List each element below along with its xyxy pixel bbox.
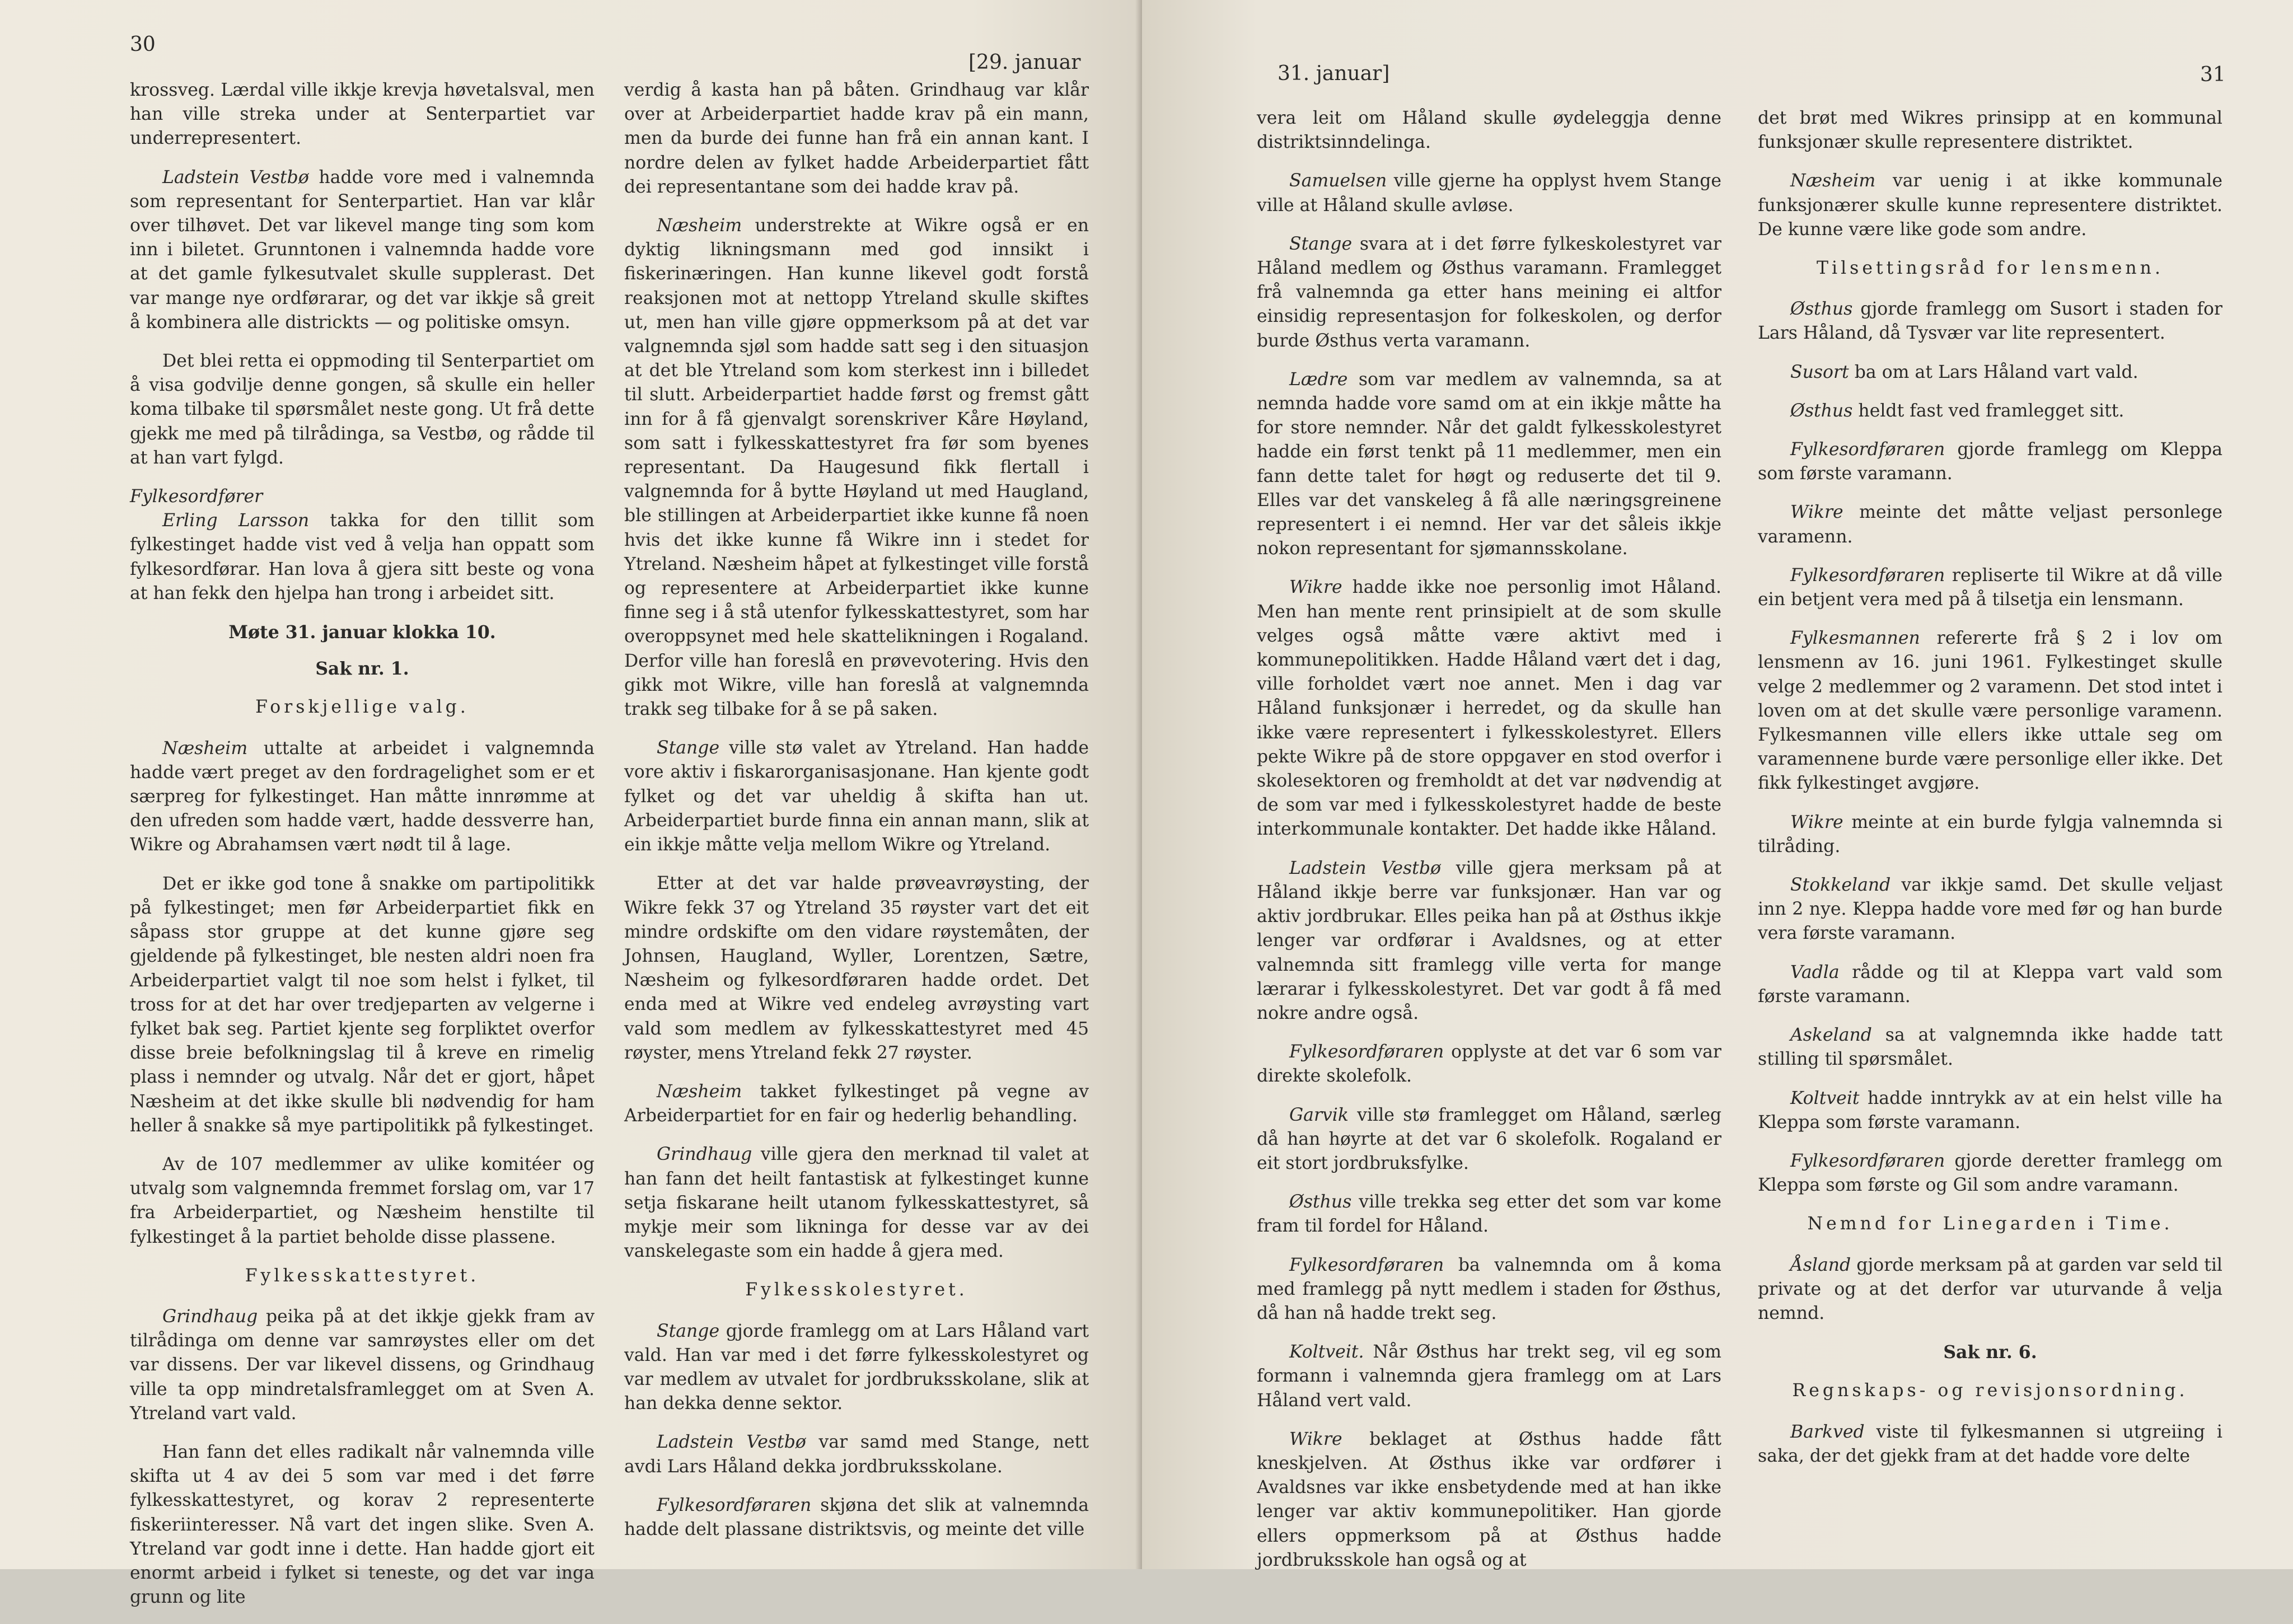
text-column [1758, 106, 2222, 1483]
bold-heading [1758, 1340, 2222, 1364]
speaker-name: Stokkeland [1790, 875, 1891, 896]
paragraph [1257, 1340, 1721, 1413]
paragraph-text: ville gjerne ha opplyst hvem Stange ville at Håland skulle avløse. [1257, 171, 1721, 216]
speaker-name: Fylkesmannen [1790, 628, 1920, 649]
paragraph [1257, 106, 1721, 155]
speaker-name: Fylkesordføraren [1790, 1150, 1945, 1171]
paragraph [1758, 961, 2222, 1009]
paragraph-text: Fylkesskolestyret. [745, 1280, 968, 1300]
paragraph-text: verdig å kasta han på båten. Grindhaug var klår over at Arbeiderpartiet hadde krav på ein mann, men da burde dei funne han frå ein annan kant. I nordre delen av fylket hadde Arbeiderpartiet fått dei representantane som dei hadde krav på. [624, 80, 1089, 197]
paragraph-text: Regnskaps- og revisjonsordning. [1792, 1380, 2188, 1401]
section-heading [1758, 256, 2222, 280]
speaker-name: Stange [657, 738, 720, 759]
paragraph [624, 872, 1089, 1065]
paragraph-text: gjorde deretter framlegg om Kleppa som første og Gil som andre varamann. [1758, 1150, 2222, 1196]
speaker-name: Koltveit [1790, 1088, 1860, 1108]
paragraph-text: krossveg. Lærdal ville ikkje krevja høvetalsval, men han ville streka under at Senterpartiet var underrepresentert. [130, 80, 595, 149]
speaker-name: Fylkesordføraren [1790, 565, 1945, 586]
paragraph [130, 509, 595, 606]
paragraph-text: hadde ikke noe personlig imot Håland. Men han mente rent prinsipielt at de som skulle velges også måtte være aktivt med i kommunepolitikken. Hadde Håland vært det i dag, ville forholdet vært noe annet. Men i dag var Håland funksjonær i herredet, og da skulle han ikke være representert i fylkesskolestyret. Ellers pekte Wikre på de store oppgaver en stod overfor i skolesektoren og fremholdt at det var nødvendig at de som var med i fylkesskolestyret hadde de beste interkommunale kontakter. Det hadde ikke Håland. [1257, 577, 1721, 840]
speaker-name: Koltveit. [1289, 1342, 1364, 1363]
paragraph [1257, 575, 1721, 841]
paragraph [624, 1319, 1089, 1416]
paragraph [624, 1494, 1089, 1542]
text-column [130, 78, 595, 1624]
speaker-name: Østhus [1790, 299, 1853, 320]
paragraph [1758, 106, 2222, 155]
paragraph [130, 349, 595, 470]
paragraph-text: beklaget at Østhus hadde fått kneskjelven. At Østhus ikke var ordfører i Avaldsnes var ikke ensbetydende med at han ikke lenger var aktiv kommunepolitiker. Han gjorde ellers oppmerksom på at Østhus hadde jordbruksskole han også og at [1257, 1429, 1721, 1570]
speaker-name: Wikre [1790, 502, 1843, 523]
speaker-name: Fylkesordføraren [1790, 439, 1945, 460]
paragraph-text: heldt fast ved framlegget sitt. [1852, 400, 2124, 421]
paragraph [1758, 811, 2222, 859]
paragraph-text: var ikkje samd. Det skulle veljast inn 2 nye. Kleppa hadde vore med før og han burde vera første varamann. [1758, 875, 2222, 944]
bold-heading [130, 620, 595, 644]
paragraph [1758, 564, 2222, 612]
paragraph [130, 485, 595, 509]
paragraph-text: skjøna det slik at valnemnda hadde delt plassane distriktsvis, og meinte det ville [624, 1495, 1089, 1539]
text-column [624, 78, 1089, 1556]
speaker-name: Ladstein Vestbø [1289, 858, 1441, 878]
right-page [1142, 0, 2293, 1569]
paragraph [1257, 857, 1721, 1026]
speaker-name: Wikre [1289, 577, 1342, 598]
running-head: [29. januar [968, 51, 1081, 74]
paragraph-text: meinte at ein burde fylgja valnemnda si tilråding. [1758, 812, 2222, 857]
paragraph [1758, 361, 2222, 385]
paragraph [1257, 1428, 1721, 1572]
paragraph [1758, 500, 2222, 549]
paragraph-text: ville trekka seg etter det som var kome fram til fordel for Håland. [1257, 1192, 1721, 1237]
paragraph-text: opplyste at det var 6 som var direkte skolefolk. [1257, 1042, 1721, 1087]
paragraph-text: Forskjellige valg. [255, 697, 469, 718]
paragraph [1758, 1087, 2222, 1135]
speaker-name: Stange [657, 1321, 720, 1341]
paragraph-text: vera leit om Håland skulle øydeleggja denne distriktsinndelinga. [1257, 108, 1721, 153]
paragraph-text: svara at i det førre fylkeskolestyret var Håland medlem og Østhus varamann. Framlegget frå valnemnda ga etter hans meining ei altfor einsidig representasjon for folkeskolen, og derfor burde Østhus verta varamann. [1257, 233, 1721, 351]
speaker-name: Næsheim [162, 738, 248, 759]
paragraph [624, 214, 1089, 722]
paragraph-text: Møte 31. januar klokka 10. [228, 622, 496, 643]
speaker-name: Wikre [1790, 812, 1843, 832]
paragraph [130, 737, 595, 858]
paragraph-text: ba valnemnda om å koma med framlegg på nytt medlem i staden for Østhus, då han nå hadde trekt seg. [1257, 1255, 1721, 1323]
paragraph-text: understrekte at Wikre også er en dyktig likningsmann med god innsikt i fiskerinæringen. Han kunne likevel godt forstå reaksjonen mot at nettopp Ytreland skulle skiftes ut, men han ville gjøre oppmerksom på at det var valgnemnda sjøl som hadde satt seg i den situasjon at det ble Ytreland som kom sterkest inn i billedet til slutt. Arbeiderpartiet hadde først og fremst gått inn for å få gjenvalgt sorenskriver Kåre Høyland, som satt i fylkesskattestyret fra før som byenes representant. Da Haugesund fikk flertall i valgnemnda for å bytte Høyland ut med Haugland, ble stillingen at Arbeiderpartiet ikke kunne få noen hvis det ikke kunne få Wikre inn i stedet for Ytreland. Næsheim håpet at fylkestinget ville forstå og representere at Arbeiderpartiet ikke kunne finne seg i å stå utenfor fylkesskattestyret, som har overoppsynet med hele skattelikningen i Rogaland. Derfor ville han foreslå en prøvevotering. Hvis den gikk mot Wikre, ville han foreslå at valgnemnda trakk seg tilbake for å se på saken. [624, 216, 1089, 720]
speaker-name: Fylkesordfører [130, 486, 263, 507]
paragraph-text: ba om at Lars Håland vart vald. [1849, 362, 2138, 382]
text-column [1257, 106, 1721, 1587]
paragraph-text: Sak nr. 6. [1943, 1342, 2037, 1363]
running-head: 31. januar] [1277, 62, 1390, 85]
paragraph-text: Nemnd for Linegarden i Time. [1807, 1214, 2173, 1234]
paragraph-text: var uenig i at ikke kommunale funksjonærer skulle kunne representere distriktet. De kunne være like gode som andre. [1758, 171, 2222, 240]
paragraph-text: gjorde merksam på at garden var seld til private og at det derfor var uturvande å velja nemnd. [1758, 1255, 2222, 1323]
speaker-name: Fylkesordføraren [1289, 1042, 1444, 1063]
paragraph-text: Han fann det elles radikalt når valnemnda ville skifta ut 4 av dei 5 som var med i det førre fylkesskattestyret, og korav 2 representerte fiskeriinteresser. Nå vart det ingen slike. Sven A. Ytreland var godt inne i dette. Han hadde gjort eit enormt arbeid i fylket si teneste, og det var inga grunn og lite [130, 1442, 595, 1608]
paragraph-text: repliserte til Wikre at då ville ein betjent vera med på å tilsetja ein lensmann. [1758, 565, 2222, 610]
paragraph-text: ville stø valet av Ytreland. Han hadde vore aktiv i fiskarorganisasjonane. Han kjente godt fylket og det var uheldig å skifta han ut. Arbeiderpartiet burde finna ein annan mann, slik at ein ikkje måtte velja mellom Wikre og Ytreland. [624, 738, 1089, 855]
bold-heading [130, 657, 595, 681]
speaker-name: Wikre [1289, 1429, 1342, 1449]
speaker-name: Ladstein Vestbø [162, 167, 309, 188]
paragraph-text: Fylkesskattestyret. [245, 1265, 480, 1286]
paragraph [1758, 1023, 2222, 1071]
paragraph-text: gjorde framlegg om at Lars Håland vart vald. Han var med i det førre fylkesskolestyret og var medlem av utvalet for jordbruksskolane, slik at han dekka denne sektor. [624, 1321, 1089, 1414]
speaker-name: Åsland [1790, 1255, 1851, 1275]
paragraph [130, 78, 595, 151]
speaker-name: Erling Larsson [162, 511, 310, 531]
left-page [0, 0, 1142, 1608]
speaker-name: Næsheim [657, 216, 742, 236]
speaker-name: Ladstein Vestbø [657, 1432, 806, 1453]
paragraph [1257, 1103, 1721, 1176]
speaker-name: Østhus [1790, 400, 1853, 421]
speaker-name: Vadla [1790, 962, 1840, 982]
paragraph [1758, 873, 2222, 946]
speaker-name: Grindhaug [162, 1306, 258, 1327]
paragraph [130, 1440, 595, 1609]
paragraph [1758, 1420, 2222, 1468]
speaker-name: Fylkesordføraren [1289, 1255, 1444, 1275]
speaker-name: Garvik [1289, 1104, 1349, 1125]
paragraph-text: peika på at det ikkje gjekk fram av tilrådinga om denne var samrøystes eller om det var dissens. Der var likevel dissens, og Grindhaug ville ta opp mindretalsframlegget om at Sven A. Ytreland vart vald. [130, 1306, 595, 1424]
paragraph [624, 1080, 1089, 1128]
paragraph-text: uttalte at arbeidet i valgnemnda hadde vært preget av den fordragelighet som er et særpreg for fylkestinget. Han måtte innrømme at den ufreden som hadde vært, hadde dessverre han, Wikre og Abrahamsen vært nødt til å lage. [130, 738, 595, 855]
paragraph [624, 1430, 1089, 1478]
paragraph-text: refererte frå § 2 i lov om lensmenn av 16. juni 1961. Fylkestinget skulle velge 2 medlemmer og 2 varamenn. Det stod intet i loven om at det skulle være personlige varamenn. Fylkesmannen ville ellers ikke uttale seg om varamennene burde være personlige eller ikke. Det fikk fylkestinget avgjøre. [1758, 628, 2222, 794]
paragraph [130, 872, 595, 1138]
speaker-name: Stange [1289, 233, 1353, 254]
paragraph [1758, 1149, 2222, 1197]
paragraph-text: takka for den tillit som fylkestinget hadde vist ved å velja han oppatt som fylkesordførar. Han lova å gjera sitt beste og vona at han fekk den hjelpa han trong i arbeidet sitt. [130, 511, 595, 603]
speaker-name: Østhus [1289, 1192, 1352, 1213]
paragraph-text: Etter at det var halde prøveavrøysting, der Wikre fekk 37 og Ytreland 35 røyster vart det eit mindre ordskifte om den vidare røystemåten, der Johnsen, Haugland, Wyller, Lorentzen, Sætre, Næsheim og fylkesordføraren hadde ordet. Det enda med at Wikre ved endeleg avrøysting vart vald som medlem av fylkesskattestyret med 45 røyster, mens Ytreland fekk 27 røyster. [624, 873, 1089, 1063]
paragraph-text: meinte det måtte veljast personlege varamenn. [1758, 502, 2222, 547]
speaker-name: Næsheim [657, 1081, 742, 1102]
paragraph [1257, 1253, 1721, 1326]
speaker-name: Næsheim [1790, 171, 1876, 191]
page-number: 30 [130, 33, 156, 56]
paragraph [1758, 438, 2222, 486]
paragraph [130, 1153, 595, 1249]
paragraph-text: Når Østhus har trekt seg, vil eg som formann i valnemnda gjera framlegg om at Lars Håland vert vald. [1257, 1342, 1721, 1411]
paragraph-text: ville gjera merksam på at Håland ikkje berre var funksjonær. Han var og aktiv jordbrukar. Elles peika han på at Østhus ikkje lenger var ordførar i Avaldsnes, og at etter valnemnda sitt framlegg ville verta for mange lærarar i fylkesskolestyret. Det var godt å få med nokre andre også. [1257, 858, 1721, 1023]
speaker-name: Askeland [1790, 1025, 1872, 1046]
paragraph-text: sa at valgnemnda ikke hadde tatt stilling til spørsmålet. [1758, 1025, 2222, 1070]
speaker-name: Susort [1790, 362, 1849, 382]
section-heading [624, 1278, 1089, 1302]
paragraph [624, 736, 1089, 857]
paragraph [1758, 626, 2222, 795]
paragraph [1758, 1253, 2222, 1326]
speaker-name: Samuelsen [1289, 171, 1387, 191]
section-heading [1758, 1379, 2222, 1403]
paragraph [1758, 297, 2222, 345]
paragraph [1758, 169, 2222, 242]
paragraph-text: takket fylkestinget på vegne av Arbeiderpartiet for en fair og hederlig behandling. [624, 1081, 1089, 1126]
paragraph [1257, 169, 1721, 217]
section-heading [130, 695, 595, 719]
section-heading [130, 1264, 595, 1288]
section-heading [1758, 1212, 2222, 1236]
paragraph-text: Sak nr. 1. [315, 658, 409, 680]
paragraph [1758, 399, 2222, 423]
speaker-name: Fylkesordføraren [657, 1495, 812, 1515]
paragraph-text: som var medlem av valnemnda, sa at nemnda hadde vore samd om at ein ikkje måtte ha for store nemnder. Når det galdt fylkesskolestyret hadde ein først tenkt på 11 medlemmer, men ein fann dette talet for høgt og reduserte det til 9. Elles var det vanskeleg å få alle næringsgreinene representert i ei nemnd. Her var det såleis ikkje nokon representant for sjømannsskolane. [1257, 369, 1721, 559]
paragraph-text: gjorde framlegg om Susort i staden for Lars Håland, då Tysvær var lite representert. [1758, 299, 2222, 344]
paragraph [1257, 1190, 1721, 1238]
paragraph-text: rådde og til at Kleppa vart vald som første varamann. [1758, 962, 2222, 1007]
paragraph [130, 1305, 595, 1426]
paragraph [1257, 232, 1721, 353]
paragraph [624, 1143, 1089, 1263]
paragraph [1257, 368, 1721, 561]
paragraph-text: det brøt med Wikres prinsipp at en kommunal funksjonær skulle representere distriktet. [1758, 108, 2222, 153]
paragraph-text: gjorde framlegg om Kleppa som første varamann. [1758, 439, 2222, 484]
paragraph-text: viste til fylkesmannen si utgreiing i saka, der det gjekk fram at det hadde vore delte [1758, 1421, 2222, 1466]
paragraph-text: Det blei retta ei oppmoding til Senterpartiet om å visa godvilje denne gongen, så skulle ein heller koma tilbake til spørsmålet neste gong. Ut frå dette gjekk me med på tilrådinga, sa Vestbø, og rådde til at han vart fylgd. [130, 351, 595, 468]
paragraph-text: Av de 107 medlemmer av ulike komitéer og utvalg som valgnemnda fremmet forslag om, var 17 fra Arbeiderpartiet, og Næsheim henstilte til fylkestinget å la partiet beholde disse plassene. [130, 1154, 595, 1247]
paragraph-text: hadde inntrykk av at ein helst ville ha Kleppa som første varamann. [1758, 1088, 2222, 1132]
page-number: 31 [2200, 63, 2226, 86]
paragraph-text: var samd med Stange, nett avdi Lars Håland dekka jordbruksskolane. [624, 1432, 1089, 1477]
speaker-name: Barkved [1790, 1421, 1865, 1442]
paragraph-text: Tilsettingsråd for lensmenn. [1817, 258, 2164, 279]
speaker-name: Grindhaug [657, 1144, 752, 1165]
paragraph-text: ville stø framlegget om Håland, særleg då han høyrte at det var 6 skolefolk. Rogaland er eit stort jordbruksfylke. [1257, 1104, 1721, 1173]
paragraph [130, 166, 595, 335]
paragraph [1257, 1040, 1721, 1088]
paragraph [624, 78, 1089, 199]
paragraph-text: ville gjera den merknad til valet at han fann det heilt fantastisk at fylkestinget kunne setja fiskarane heilt utanom fylkesskattestyret, så mykje meir som likninga for desse var av dei vanskelegaste som ein hadde å gjera med. [624, 1144, 1089, 1262]
paragraph-text: hadde vore med i valnemnda som representant for Senterpartiet. Han var klår over tilhøvet. Det var likevel mange ting som kom inn i biletet. Grunntonen i valnemnda hadde vore at det gamle fylkesutvalet skulle supplerast. Det var mange nye ordførarar, og det var ikkje så greit å kombinera alle districkts — og politiske omsyn. [130, 167, 595, 333]
speaker-name: Lædre [1289, 369, 1348, 390]
paragraph-text: Det er ikke god tone å snakke om partipolitikk på fylkestinget; men før Arbeiderpartiet fikk en såpass stor gruppe at det kunne gjøre seg gjeldende på fylkestinget, ble nesten aldri noen fra Arbeiderpartiet valgt til noe som helst i fylket, til tross for at det har over tredjeparten av velgerne i fylket bak seg. Partiet kjente seg forpliktet overfor disse breie befolkningslag til å kreve en rimelig plass i nemnder og utvalg. Når det er gjort, håpet Næsheim at det ikke skulle bli nødvendig for ham heller å snakke så mye partipolitikk på fylkestinget. [130, 873, 595, 1136]
